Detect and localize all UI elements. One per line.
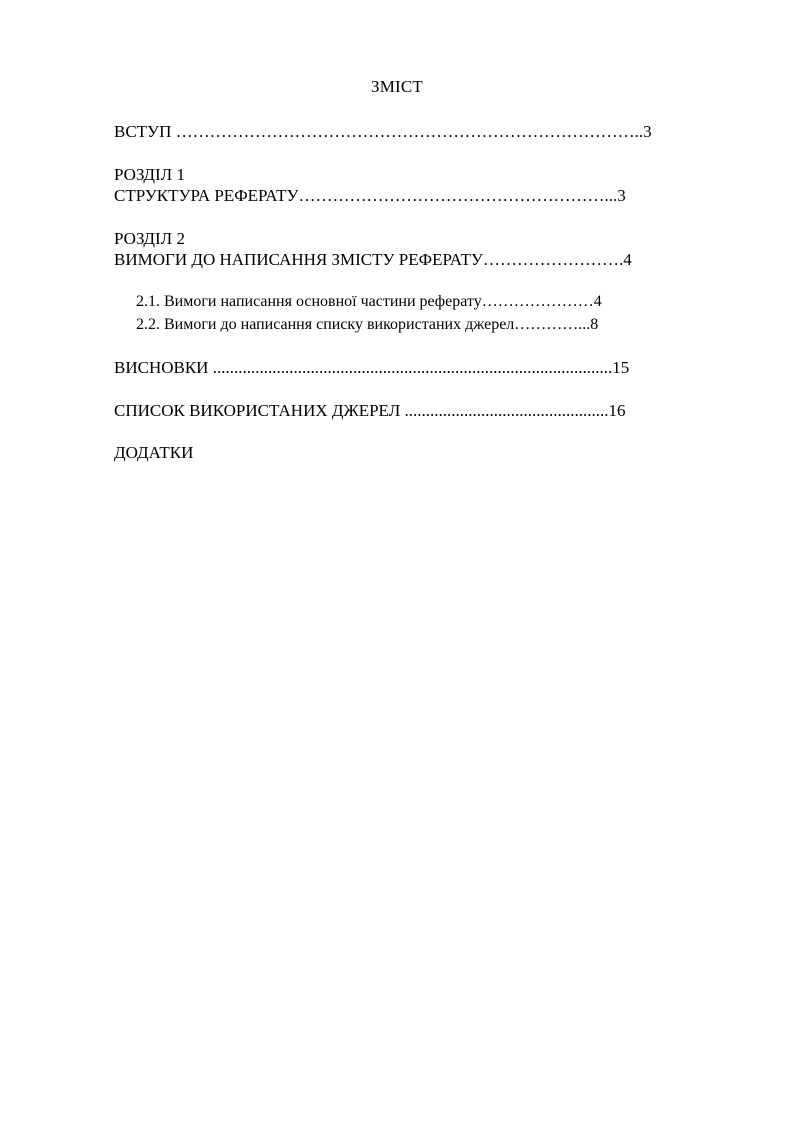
- toc-subsection-2-2: 2.2. Вимоги до написання списку використаних джерел…………...8: [136, 316, 599, 333]
- toc-entry-appendices: ДОДАТКИ: [114, 443, 194, 462]
- toc-subsection-2-1: 2.1. Вимоги написання основної частини реферату…………………4: [136, 293, 602, 310]
- toc-entry-intro: ВСТУП ………………………………………………………………………..3: [114, 122, 652, 141]
- toc-section2-heading: РОЗДІЛ 2: [114, 229, 185, 248]
- toc-section1-title: СТРУКТУРА РЕФЕРАТУ………………………………………………...3: [114, 186, 626, 205]
- toc-section1-heading: РОЗДІЛ 1: [114, 165, 185, 184]
- toc-entry-references: СПИСОК ВИКОРИСТАНИХ ДЖЕРЕЛ ................................................16: [114, 401, 626, 420]
- toc-section2-title: ВИМОГИ ДО НАПИСАННЯ ЗМІСТУ РЕФЕРАТУ…………………….4: [114, 250, 632, 269]
- toc-title: ЗМІСТ: [370, 77, 424, 96]
- toc-entry-conclusions: ВИСНОВКИ ..............................................................................................15: [114, 358, 630, 377]
